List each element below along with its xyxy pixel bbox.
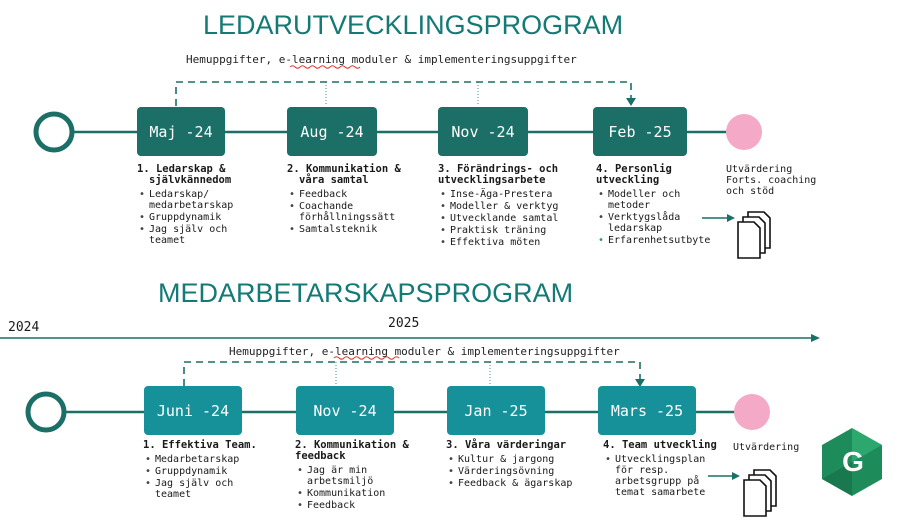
bottom-milestone-2: Nov -24 (296, 386, 394, 435)
bottom-section-3 (446, 440, 596, 490)
top-milestone-2: Aug -24 (287, 107, 377, 156)
year-axis (0, 334, 820, 342)
top-bracket-arrowhead (626, 98, 636, 106)
section-title: 3. Våra värderingar (446, 439, 567, 451)
top-section-3 (438, 164, 588, 249)
list-item: • Gruppdynamik (143, 466, 293, 477)
top-dashed-bracket (176, 82, 631, 106)
bottom-start-circle (28, 394, 64, 430)
bottom-section-1 (143, 440, 293, 501)
top-program-title: LEDARUTVECKLINGSPROGRAM (203, 10, 624, 40)
list-item: • Feedback (295, 500, 445, 511)
section-title: 2. Kommunikation & feedback (295, 439, 409, 462)
list-item: • Utvecklande samtal (438, 213, 588, 224)
logo-letter: G (842, 446, 864, 477)
top-milestone-1: Maj -24 (137, 107, 225, 156)
list-item: • Feedback (287, 189, 437, 200)
section-title: 2. Kommunikation & våra samtal (287, 163, 401, 186)
list-item: • Jag själv och teamet (143, 478, 293, 500)
bottom-milestone-1: Juni -24 (144, 386, 242, 435)
top-milestone-4: Feb -25 (593, 107, 687, 156)
bottom-milestone-3: Jan -25 (447, 386, 545, 435)
year-axis-arrowhead (811, 334, 820, 342)
section-title: 1. Effektiva Team. (143, 439, 257, 451)
list-item: • Effektiva möten (438, 237, 588, 248)
list-item: • Inse-Äga-Prestera (438, 189, 588, 200)
list-item: • Värderingsövning (446, 466, 596, 477)
list-item: • Jag är min arbetsmiljö (295, 465, 445, 487)
top-program-subtitle: Hemuppgifter, e-learning moduler & implementeringsuppgifter (186, 53, 577, 66)
section-title: 4. Team utveckling (603, 439, 717, 451)
list-item: • Modeller & verktyg (438, 201, 588, 212)
bottom-milestone-4: Mars -25 (598, 386, 696, 435)
list-item: • Jag själv och teamet (137, 224, 287, 246)
section-title: 3. Förändrings- och utvecklingsarbete (438, 163, 559, 186)
top-section-2 (287, 164, 437, 236)
top-milestone-3: Nov -24 (438, 107, 528, 156)
list-item: • Utvecklingsplan för resp. arbetsgrupp på temat samarbete (603, 454, 753, 498)
year-label-start: 2024 (8, 320, 40, 335)
list-item: • Verktygslåda ledarskap (596, 212, 746, 234)
bottom-section-2 (295, 440, 445, 512)
bottom-end-circle (734, 394, 770, 430)
section-title: 1. Ledarskap & självkännedom (137, 163, 232, 186)
top-evaluation-text: Utvärdering Forts. coaching och stöd (726, 164, 817, 197)
list-item: • Coachande förhållningssätt (287, 201, 437, 223)
list-item: • Praktisk träning (438, 225, 588, 236)
top-section-1 (137, 164, 287, 247)
year-label-middle: 2025 (388, 316, 420, 331)
list-item: • Erfarenhetsutbyte (596, 235, 746, 246)
list-item: • Modeller och metoder (596, 189, 746, 211)
list-item: • Gruppdynamik (137, 212, 287, 223)
section-title: 4. Personlig utveckling (596, 163, 672, 186)
top-end-circle (726, 114, 762, 150)
bottom-dashed-bracket (184, 362, 640, 386)
list-item: • Medarbetarskap (143, 454, 293, 465)
top-section-4 (596, 164, 746, 247)
list-item: • Kommunikation (295, 488, 445, 499)
top-spellcheck-squiggle (290, 66, 360, 69)
bottom-evaluation-text: Utvärdering (733, 442, 800, 453)
bottom-program-title: MEDARBETARSKAPSPROGRAM (158, 278, 574, 308)
bottom-program-subtitle: Hemuppgifter, e-learning moduler & implementeringsuppgifter (229, 345, 620, 358)
top-start-circle (36, 114, 72, 150)
list-item: • Feedback & ägarskap (446, 478, 596, 489)
bottom-section-4 (603, 440, 753, 499)
list-item: • Samtalsteknik (287, 224, 437, 235)
list-item: • Kultur & jargong (446, 454, 596, 465)
list-item: • Ledarskap/ medarbetarskap (137, 189, 287, 211)
